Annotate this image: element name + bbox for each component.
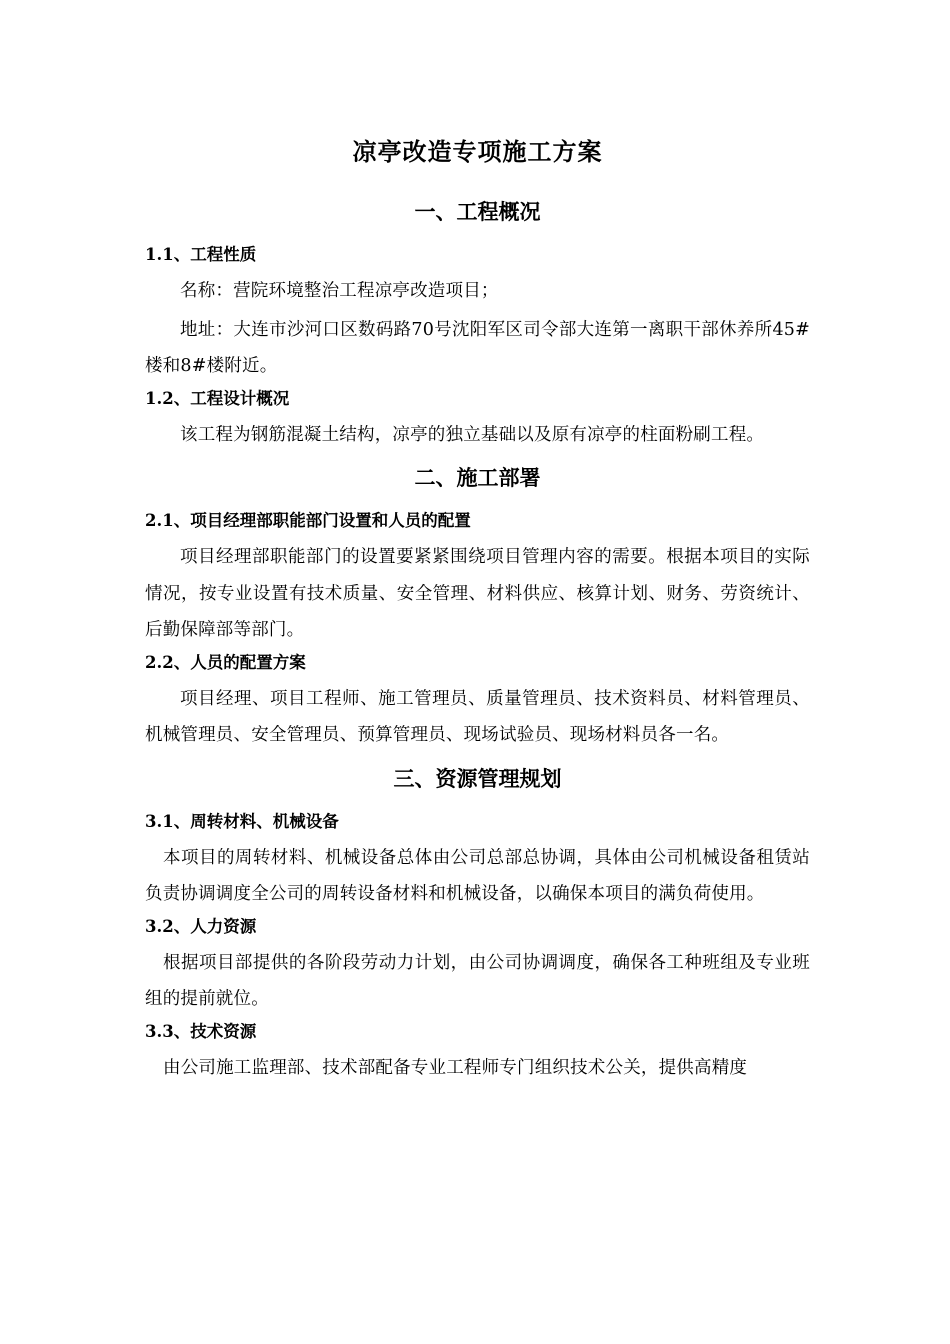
paragraph-equipment: 本项目的周转材料、机械设备总体由公司总部总协调，具体由公司机械设备租赁站负责协调调度全公司的周转设备材料和机械设备，以确保本项目的满负荷使用。 [145, 847, 810, 904]
section-heading-overview: 一、工程概况 [414, 199, 541, 224]
paragraph-project-name: 名称：营院环境整治工程凉亭改造项目； [180, 281, 499, 301]
subsection-heading-3-2: 3.2、人力资源 [145, 916, 257, 936]
subsection-heading-2-2: 2.2、人员的配置方案 [145, 652, 306, 672]
paragraph-department-setup: 项目经理部职能部门的设置要紧紧围绕项目管理内容的需要。根据本项目的实际情况，按专业设置有技术质量、安全管理、材料供应、核算计划、财务、劳资统计、后勤保障部等部门。 [145, 547, 810, 640]
paragraph-staffing-plan: 项目经理、项目工程师、施工管理员、质量管理员、技术资料员、材料管理员、机械管理员、安全管理员、预算管理员、现场试验员、现场材料员各一名。 [145, 688, 810, 745]
document-title: 凉亭改造专项施工方案 [352, 137, 603, 166]
paragraph-design-overview: 该工程为钢筋混凝土结构，凉亭的独立基础以及原有凉亭的柱面粉刷工程。 [180, 424, 765, 445]
section-heading-deployment: 二、施工部署 [414, 465, 541, 490]
paragraph-project-address: 地址：大连市沙河口区数码路70号沈阳军区司令部大连第一离职干部休养所45#楼和8#楼附近。 [145, 319, 810, 376]
subsection-heading-2-1: 2.1、项目经理部职能部门设置和人员的配置 [145, 511, 471, 530]
subsection-heading-3-1: 3.1、周转材料、机械设备 [145, 811, 339, 831]
paragraph-human-resources: 根据项目部提供的各阶段劳动力计划，由公司协调调度，确保各工种班组及专业班组的提前就位。 [145, 952, 810, 1009]
paragraph-technical-resources: 由公司施工监理部、技术部配备专业工程师专门组织技术公关，提供高精度 [163, 1057, 748, 1078]
subsection-heading-1-1: 1.1、工程性质 [145, 245, 257, 264]
document-page [145, 135, 810, 1088]
subsection-heading-1-2: 1.2、工程设计概况 [145, 388, 290, 408]
section-heading-resources: 三、资源管理规划 [393, 765, 562, 791]
subsection-heading-3-3: 3.3、技术资源 [145, 1021, 257, 1041]
